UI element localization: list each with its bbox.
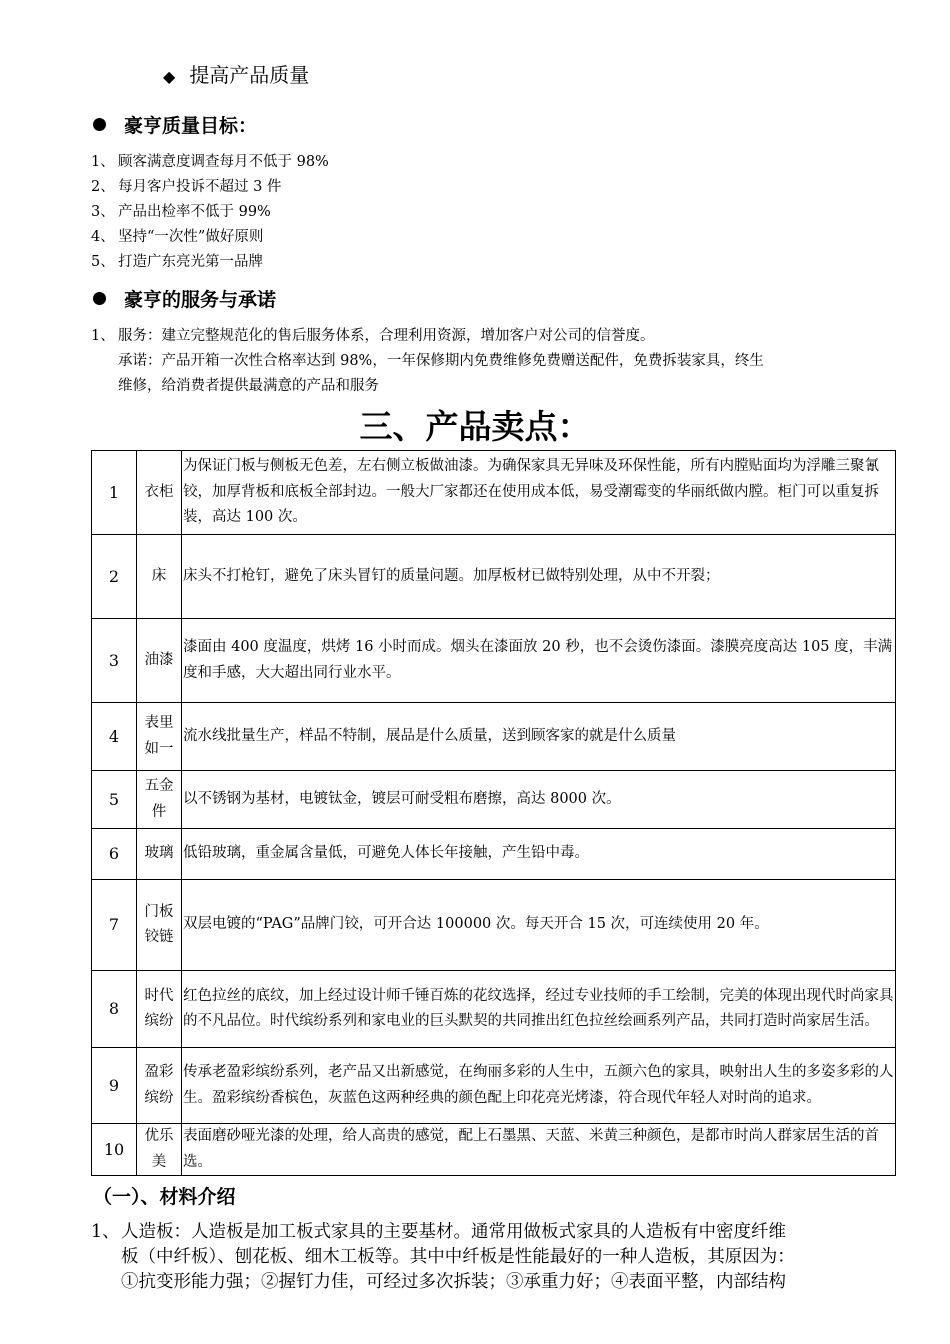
selling-points-table xyxy=(91,450,896,1176)
table-row: 4 表里如一 流水线批量生产，样品不特制，展品是什么质量，送到顾客家的就是什么质量 xyxy=(92,703,896,771)
table-row: 2 床 床头不打枪钉，避免了床头冒钉的质量问题。加厚板材已做特别处理，从中不开裂； xyxy=(92,535,896,619)
service-heading xyxy=(93,287,276,313)
service-text: 1、 服务：建立完整规范化的售后服务体系，合理利用资源，增加客户对公司的信誉度。 承诺：产品开箱一次性合格率达到 98%，一年保修期内免费维修免费赠送配件，免费拆装家具，终生 维修，给消费者提供最满意的产品和服务 xyxy=(91,328,764,394)
table-row: 10 优乐美 表面磨砂哑光漆的处理，给人高贵的感觉，配上石墨黑、天蓝、米黄三种颜色，是都市时尚人群家居生活的首选。 xyxy=(92,1124,896,1176)
bullet-icon xyxy=(93,118,106,131)
top-item-text: 提高产品质量 xyxy=(189,63,310,87)
quality-goals-title: 豪亨质量目标： xyxy=(124,115,258,137)
diamond-bullet-icon: ◆ xyxy=(163,67,176,86)
list-item: 1、 顾客满意度调查每月不低于 98% xyxy=(91,154,329,170)
list-item: 4、 坚持“一次性”做好原则 xyxy=(91,229,264,245)
materials-text: 1、人造板：人造板是加工板式家具的主要基材。通常用做板式家具的人造板有中密度纤维 板（中纤板）、刨花板、细木工板等。其中中纤板是性能最好的一种人造板，其原因为： ①抗变形能力强；②握钉力佳，可经过多次拆装；③承重力好；④表面平整，内部结构 xyxy=(91,1222,795,1292)
materials-heading: （一）、材料介绍 xyxy=(93,1186,236,1208)
list-item: 3、 产品出检率不低于 99% xyxy=(91,204,271,220)
quality-goals-list xyxy=(91,150,329,275)
table-row: 1 衣柜 为保证门板与侧板无色差，左右侧立板做油漆。为确保家具无异味及环保性能，所有内膛贴面均为浮雕三聚氰铰，加厚背板和底板全部封边。一般大厂家都还在使用成本低，易受潮霉变的华丽纸做内膛。柜门可以重复拆装，高达 100 次。 xyxy=(92,451,896,535)
service-title: 豪亨的服务与承诺 xyxy=(124,289,277,311)
list-item: 5、 打造广东亮光第一品牌 xyxy=(91,254,263,270)
bullet-icon xyxy=(93,292,106,305)
section-title: 三、产品卖点： xyxy=(359,407,591,446)
table-row: 7 门板铰链 双层电镀的“PAG”品牌门铰，可开合达 100000 次。每天开合 15 次，可连续使用 20 年。 xyxy=(92,880,896,971)
table-row: 9 盈彩缤纷 传承老盈彩缤纷系列，老产品又出新感觉，在绚丽多彩的人生中，五颜六色的家具，映射出人生的多姿多彩的人生。盈彩缤纷香槟色，灰蓝色这两种经典的颜色配上印花亮光烤漆，符合现代年轻人对时尚的追求。 xyxy=(92,1048,896,1124)
table-row: 5 五金件 以不锈钢为基材，电镀钛金，镀层可耐受粗布磨擦，高达 8000 次。 xyxy=(92,771,896,829)
top-item xyxy=(163,62,309,90)
table-row: 3 油漆 漆面由 400 度温度，烘烤 16 小时而成。烟头在漆面放 20 秒，也不会烫伤漆面。漆膜亮度高达 105 度，丰满度和手感，大大超出同行业水平。 xyxy=(92,619,896,703)
table-row: 6 玻璃 低铅玻璃，重金属含量低，可避免人体长年接触，产生铅中毒。 xyxy=(92,829,896,880)
table-row: 8 时代缤纷 红色拉丝的底纹，加上经过设计师千锤百炼的花纹选择，经过专业技师的手工绘制，完美的体现出现代时尚家具的不凡品位。时代缤纷系列和家电业的巨头默契的共同推出红色拉丝绘画系列产品，共同打造时尚家居生活。 xyxy=(92,971,896,1048)
list-item: 2、 每月客户投诉不超过 3 件 xyxy=(91,179,282,195)
quality-goals-heading xyxy=(93,113,257,139)
